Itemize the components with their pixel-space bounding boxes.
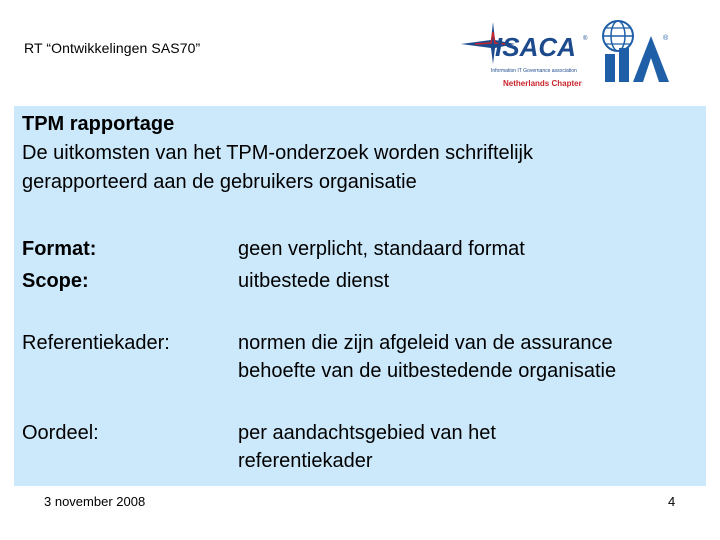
svg-text:®: ® bbox=[663, 35, 669, 42]
referentiekader-value-line-2: behoefte van de uitbestedende organisatie bbox=[238, 360, 617, 382]
oordeel-value-line-1: per aandachtsgebied van het bbox=[238, 422, 496, 444]
scope-label: Scope: bbox=[22, 270, 89, 292]
format-value: geen verplicht, standaard format bbox=[238, 238, 525, 260]
slide-header-title: RT “Ontwikkelingen SAS70” bbox=[24, 40, 201, 56]
oordeel-label: Oordeel: bbox=[22, 422, 99, 444]
footer-date: 3 november 2008 bbox=[44, 494, 146, 509]
scope-value: uitbestede dienst bbox=[238, 270, 390, 292]
referentiekader-value-line-1: normen die zijn afgeleid van de assurance bbox=[238, 332, 613, 354]
logo-group bbox=[455, 18, 695, 94]
content-panel bbox=[14, 106, 706, 486]
format-label: Format: bbox=[22, 238, 97, 260]
referentiekader-label: Referentiekader: bbox=[22, 332, 170, 354]
isaca-chapter: Netherlands Chapter bbox=[503, 79, 582, 88]
iia-logo bbox=[603, 21, 669, 82]
intro-line-2: gerapporteerd aan de gebruikers organisatie bbox=[22, 171, 417, 193]
intro-line-1: De uitkomsten van het TPM-onderzoek worden schriftelijk bbox=[22, 142, 533, 164]
isaca-wordmark: ISACA bbox=[495, 32, 576, 62]
isaca-logo bbox=[461, 22, 588, 88]
oordeel-value-line-2: referentiekader bbox=[238, 450, 373, 472]
svg-text:®: ® bbox=[583, 36, 588, 42]
isaca-tagline: Information IT Governance association bbox=[491, 68, 577, 74]
intro-block bbox=[22, 110, 533, 197]
section-heading: TPM rapportage bbox=[22, 113, 175, 135]
page-number: 4 bbox=[668, 494, 676, 509]
